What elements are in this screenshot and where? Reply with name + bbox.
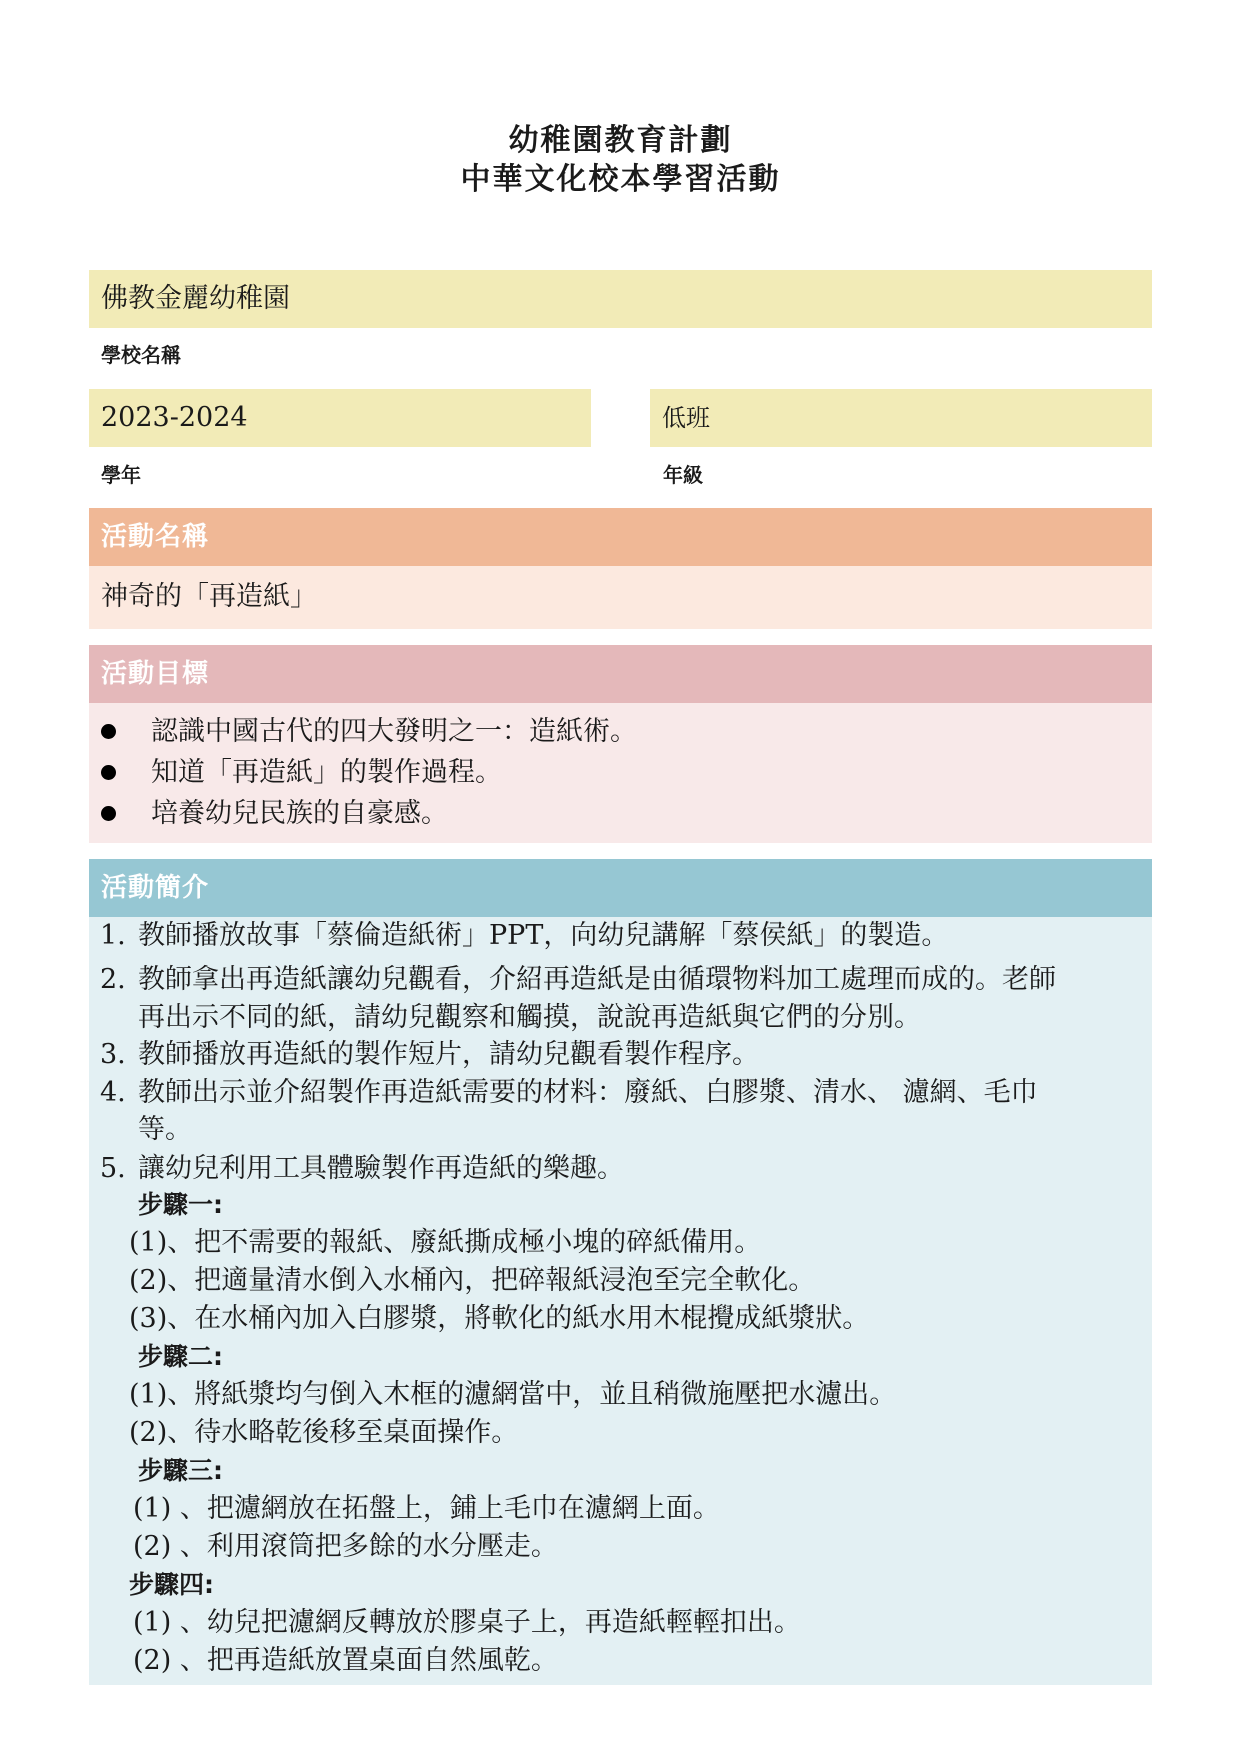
objective-text: 認識中國古代的四大發明之一：造紙術。 [151,716,637,747]
step-line: (1)、把不需要的報紙、廢紙撕成極小塊的碎紙備用。 [129,1227,762,1258]
step-line: (1) 、幼兒把濾網反轉放於膠桌子上，再造紙輕輕扣出。 [133,1607,801,1638]
grade-label: 年級 [663,463,703,487]
list-item [89,711,637,752]
step-line: (1)、將紙漿均勻倒入木框的濾網當中，並且稍微施壓把水濾出。 [129,1379,897,1410]
objectives-list [89,711,637,834]
list-item: 2. 教師拿出再造紙讓幼兒觀看，介紹再造紙是由循環物料加工處理而成的。老師 [100,964,1056,995]
school-year-label: 學年 [101,463,141,487]
objective-text: 知道「再造紙」的製作過程。 [151,757,502,788]
step-line: (2) 、利用滾筒把多餘的水分壓走。 [133,1531,558,1562]
list-item-continuation: 再出示不同的紙，請幼兒觀察和觸摸，說說再造紙與它們的分別。 [138,1002,921,1033]
activity-name-body [89,566,1152,629]
school-year-field [89,389,591,447]
step-line: (2) 、把再造紙放置桌面自然風乾。 [133,1645,558,1676]
step-line: (3)、在水桶內加入白膠漿，將軟化的紙水用木棍攪成紙漿狀。 [129,1303,870,1334]
list-item: 5. 讓幼兒利用工具體驗製作再造紙的樂趣。 [100,1153,624,1184]
school-name-field [89,270,1152,328]
step-line: (2)、把適量清水倒入水桶內，把碎報紙浸泡至完全軟化。 [129,1265,816,1296]
objective-text: 培養幼兒民族的自豪感。 [151,798,448,829]
school-year-value: 2023-2024 [101,402,248,433]
bullet-icon [101,724,116,739]
page-title: 幼稚園教育計劃 [508,123,733,158]
step-title: 步驟二: [138,1342,223,1371]
grade-value: 低班 [662,404,710,432]
intro-header: 活動簡介 [89,859,1152,917]
school-name-label: 學校名稱 [101,343,181,367]
list-item-continuation: 等。 [138,1114,192,1145]
step-title: 步驟四: [129,1570,214,1599]
objectives-body [89,703,1152,843]
list-item: 3. 教師播放再造紙的製作短片，請幼兒觀看製作程序。 [100,1039,759,1070]
bullet-icon [101,765,116,780]
list-item [89,752,637,793]
step-line: (2)、待水略乾後移至桌面操作。 [129,1417,519,1448]
grade-field [650,389,1152,447]
bullet-icon [101,806,116,821]
objectives-header: 活動目標 [89,645,1152,703]
step-line: (1) 、把濾網放在拓盤上，鋪上毛巾在濾網上面。 [133,1493,720,1524]
step-title: 步驟一: [138,1190,223,1219]
intro-body [89,917,1152,1685]
activity-name-header: 活動名稱 [89,508,1152,566]
page-subtitle: 中華文化校本學習活動 [460,162,781,197]
list-item: 1. 教師播放故事「蔡倫造紙術」PPT，向幼兒講解「蔡侯紙」的製造。 [100,920,949,951]
list-item [89,793,637,834]
list-item: 4. 教師出示並介紹製作再造紙需要的材料：廢紙、白膠漿、清水、 濾網、毛巾 [100,1077,1038,1108]
activity-name-value: 神奇的「再造紙」 [101,581,317,612]
step-title: 步驟三: [138,1456,223,1485]
school-name-value: 佛教金麗幼稚園 [101,283,290,314]
